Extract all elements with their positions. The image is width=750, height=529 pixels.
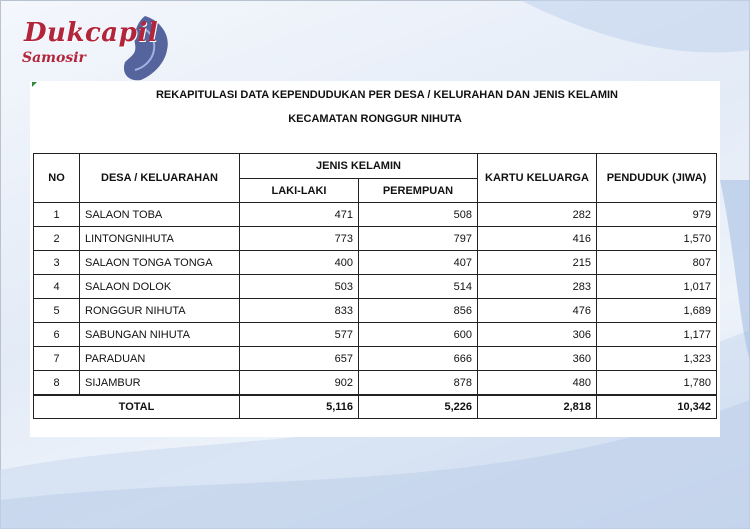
cell-perempuan: 666 [359,347,478,371]
cell-kk: 476 [478,299,597,323]
header-penduduk: PENDUDUK (JIWA) [597,154,717,203]
cell-penduduk: 1,689 [597,299,717,323]
cell-laki: 503 [240,275,359,299]
cell-perempuan: 514 [359,275,478,299]
header-laki-laki: LAKI-LAKI [240,179,359,203]
table-row [34,347,717,371]
cell-laki: 577 [240,323,359,347]
total-perempuan: 5,226 [359,395,478,419]
cell-no: 4 [34,275,80,299]
table-row [34,203,717,227]
cell-laki: 773 [240,227,359,251]
cell-desa: SALAON DOLOK [80,275,240,299]
report-title: REKAPITULASI DATA KEPENDUDUKAN PER DESA / KELURAHAN DAN JENIS KELAMIN [155,89,619,101]
cell-perempuan: 600 [359,323,478,347]
cell-kk: 215 [478,251,597,275]
total-laki: 5,116 [240,395,359,419]
table-row [34,227,717,251]
total-kk: 2,818 [478,395,597,419]
cell-desa: SALAON TOBA [80,203,240,227]
cell-laki: 902 [240,371,359,396]
cell-no: 8 [34,371,80,396]
cell-no: 1 [34,203,80,227]
cell-kk: 480 [478,371,597,396]
cell-penduduk: 979 [597,203,717,227]
table-row [34,299,717,323]
header-no: NO [34,154,80,203]
cell-perempuan: 856 [359,299,478,323]
header-kartu-keluarga: KARTU KELUARGA [478,154,597,203]
table-row [34,323,717,347]
report-sheet [30,81,720,437]
header-perempuan: PEREMPUAN [359,179,478,203]
total-row [34,395,717,419]
cell-penduduk: 1,177 [597,323,717,347]
table-row [34,371,717,396]
cell-kk: 282 [478,203,597,227]
header-jenis-kelamin: JENIS KELAMIN [240,154,478,179]
cell-no: 3 [34,251,80,275]
header-desa: DESA / KELUARAHAN [80,154,240,203]
cell-desa: SALAON TONGA TONGA [80,251,240,275]
cell-penduduk: 807 [597,251,717,275]
logo-title: Dukcapil [24,18,159,48]
cell-perempuan: 797 [359,227,478,251]
logo-subtitle: Samosir [22,50,86,66]
total-label: TOTAL [34,395,240,419]
cell-kk: 360 [478,347,597,371]
cell-no: 7 [34,347,80,371]
cell-desa: LINTONGNIHUTA [80,227,240,251]
cell-no: 2 [34,227,80,251]
cell-desa: PARADUAN [80,347,240,371]
cell-kk: 416 [478,227,597,251]
cell-penduduk: 1,017 [597,275,717,299]
table-row [34,251,717,275]
total-penduduk: 10,342 [597,395,717,419]
cell-perempuan: 878 [359,371,478,396]
cell-kk: 306 [478,323,597,347]
cell-marker [32,82,37,87]
cell-penduduk: 1,323 [597,347,717,371]
cell-penduduk: 1,780 [597,371,717,396]
cell-laki: 471 [240,203,359,227]
cell-no: 6 [34,323,80,347]
cell-desa: RONGGUR NIHUTA [80,299,240,323]
cell-laki: 657 [240,347,359,371]
cell-desa: SIJAMBUR [80,371,240,396]
cell-no: 5 [34,299,80,323]
cell-laki: 400 [240,251,359,275]
cell-perempuan: 508 [359,203,478,227]
cell-penduduk: 1,570 [597,227,717,251]
table-row [34,275,717,299]
cell-desa: SABUNGAN NIHUTA [80,323,240,347]
cell-laki: 833 [240,299,359,323]
cell-perempuan: 407 [359,251,478,275]
population-table [33,153,717,419]
dukcapil-logo [20,10,180,85]
cell-kk: 283 [478,275,597,299]
report-subtitle: KECAMATAN RONGGUR NIHUTA [288,113,462,125]
